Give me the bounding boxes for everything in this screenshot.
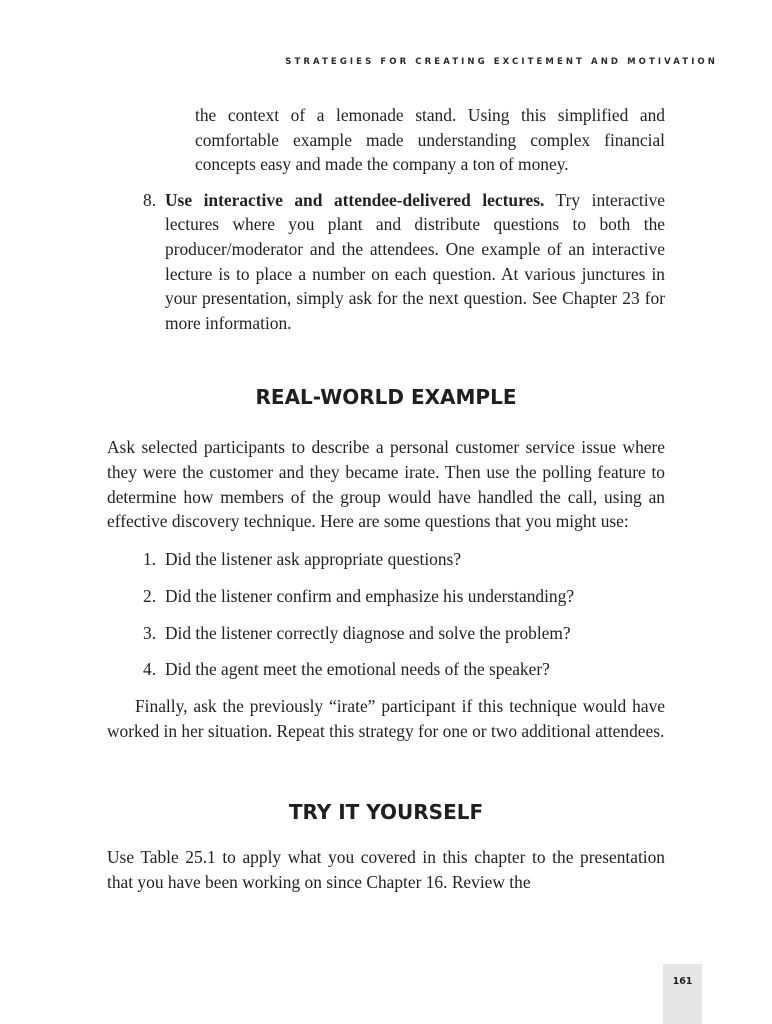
- list-item-text: Did the listener ask appropriate questions?: [165, 548, 462, 569]
- list-item-number: 4.: [143, 659, 157, 680]
- running-head: STRATEGIES FOR CREATING EXCITEMENT AND MOTIVATION: [285, 57, 718, 67]
- list-item-number: 3.: [143, 622, 157, 643]
- list-item-number: 8.: [143, 189, 157, 210]
- page-number: 161: [672, 976, 693, 987]
- list-item-8: [107, 188, 665, 336]
- list-item-text: Did the listener correctly diagnose and solve the problem?: [165, 622, 571, 643]
- question-list: [107, 547, 665, 682]
- list-item-text: Try interactive lectures where you plant and distribute questions to both the producer/moderator and the attendees. One example of an interactive lecture is to place a number on each question. At various junctures in your presentation, simply ask for the next question. See Chapter 23 for more information.: [165, 189, 665, 333]
- list-item: [107, 621, 665, 646]
- list-item-number: 1.: [143, 548, 157, 569]
- continued-paragraph: the context of a lemonade stand. Using this simplified and comfortable example made understanding complex financial concepts easy and made the company a ton of money.: [195, 105, 665, 175]
- list-item-bold-lead: Use interactive and attendee-delivered lectures.: [165, 189, 545, 210]
- section-heading-real-world-example: REAL-WORLD EXAMPLE: [255, 385, 517, 410]
- page-body: [107, 103, 665, 894]
- list-item: [107, 657, 665, 682]
- page-number-tab: [663, 964, 702, 1024]
- list-item-number: 2.: [143, 585, 157, 606]
- real-world-intro-paragraph: Ask selected participants to describe a personal customer service issue where they were the customer and they became irate. Then use the polling feature to determine how members of the group would have handled the call, using an effective discovery technique. Here are some questions that you might use:: [107, 437, 665, 532]
- real-world-closing-paragraph: Finally, ask the previously “irate” participant if this technique would have worked in her situation. Repeat this strategy for one or two additional attendees.: [107, 695, 665, 741]
- list-item: [107, 547, 665, 572]
- try-it-paragraph: Use Table 25.1 to apply what you covered in this chapter to the presentation that you have been working on since Chapter 16. Review the: [107, 847, 665, 892]
- section-heading-try-it-yourself: TRY IT YOURSELF: [288, 800, 484, 825]
- list-item-text: Did the agent meet the emotional needs of the speaker?: [165, 659, 550, 680]
- list-item: [107, 584, 665, 609]
- list-item-text: Did the listener confirm and emphasize his understanding?: [165, 585, 575, 606]
